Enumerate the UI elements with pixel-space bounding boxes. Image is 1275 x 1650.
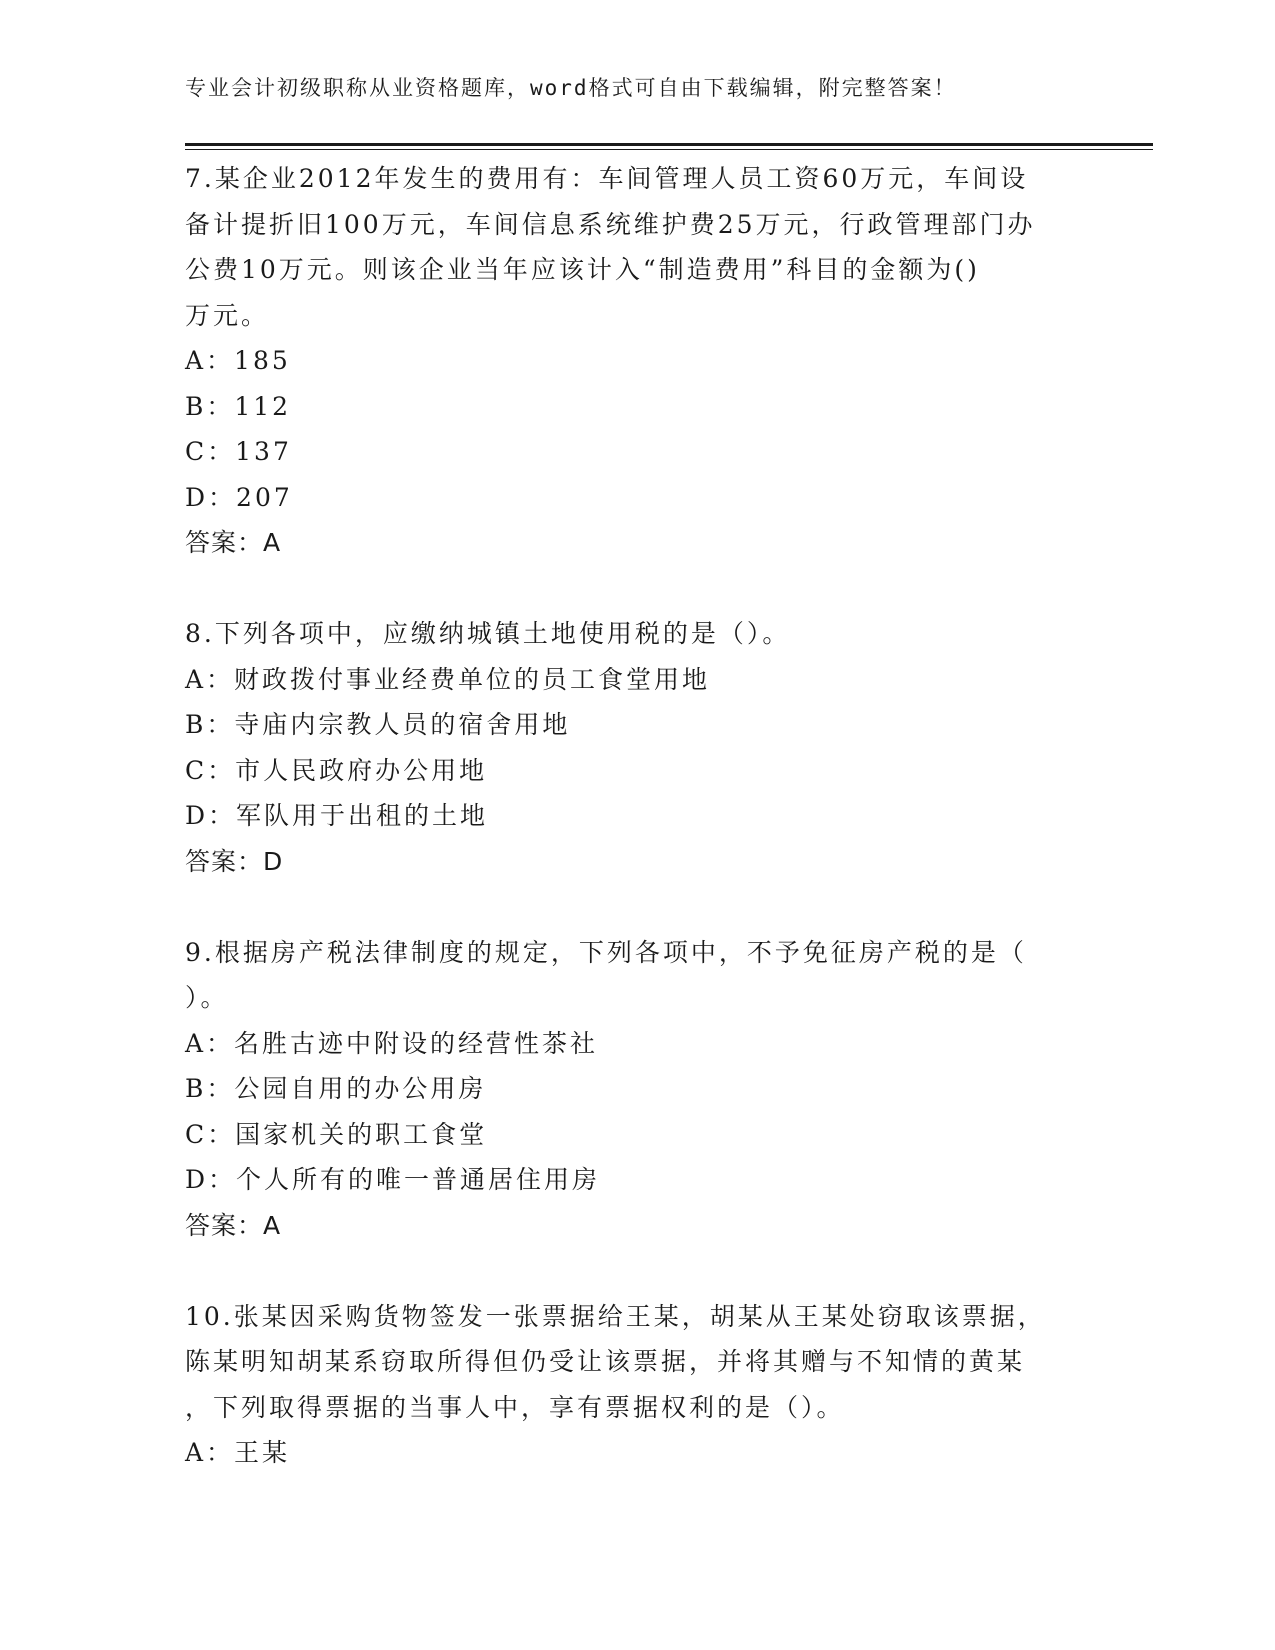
- question-stem-line: ）。: [185, 983, 229, 1012]
- question-stem-line: 备计提折旧100万元，车间信息系统维护费25万元，行政管理部门办: [185, 209, 1036, 239]
- option-d: D：207: [185, 482, 293, 512]
- option-a: A：王某: [185, 1438, 291, 1467]
- answer-line: 答案：A: [185, 1210, 282, 1240]
- header-divider-thin: [185, 149, 1153, 150]
- question-list: [185, 156, 1065, 1476]
- question-9: [185, 930, 1065, 1249]
- spacer: [185, 1248, 1065, 1294]
- header-divider-thick: [185, 143, 1153, 146]
- spacer: [185, 566, 1065, 612]
- option-b: B：112: [185, 391, 292, 421]
- option-d: D：个人所有的唯一普通居住用房: [185, 1165, 601, 1194]
- option-c: C：137: [185, 437, 292, 466]
- option-a: A：名胜古迹中附设的经营性茶社: [185, 1028, 599, 1058]
- question-stem-line: ，下列取得票据的当事人中，享有票据权利的是（）。: [185, 1392, 845, 1422]
- option-d: D：军队用于出租的土地: [185, 801, 489, 830]
- question-stem-line: 公费10万元。则该企业当年应该计入“制造费用”科目的金额为(): [185, 255, 980, 284]
- question-stem-line: 10.张某因采购货物签发一张票据给王某，胡某从王某处窃取该票据，: [185, 1301, 1046, 1331]
- answer-line: 答案：A: [185, 528, 282, 557]
- question-stem-line: 8.下列各项中，应缴纳城镇土地使用税的是（）。: [185, 619, 791, 648]
- question-stem-line: 7.某企业2012年发生的费用有：车间管理人员工资60万元，车间设: [185, 164, 1029, 193]
- question-stem-line: 万元。: [185, 300, 270, 330]
- answer-line: 答案：D: [185, 846, 284, 876]
- question-8: [185, 611, 1065, 884]
- option-a: A：财政拨付事业经费单位的员工食堂用地: [185, 664, 711, 694]
- question-stem-line: 9.根据房产税法律制度的规定，下列各项中，不予免征房产税的是（: [185, 937, 1027, 967]
- question-10: [185, 1294, 1065, 1476]
- question-7: [185, 156, 1065, 566]
- option-c: C：市人民政府办公用地: [185, 755, 488, 785]
- option-c: C：国家机关的职工食堂: [185, 1119, 488, 1149]
- spacer: [185, 884, 1065, 930]
- option-b: B：公园自用的办公用房: [185, 1074, 487, 1103]
- option-a: A：185: [185, 346, 291, 375]
- question-stem-line: 陈某明知胡某系窃取所得但仍受让该票据，并将其赠与不知情的黄某: [185, 1347, 1026, 1376]
- option-b: B：寺庙内宗教人员的宿舍用地: [185, 710, 571, 739]
- page-header: 专业会计初级职称从业资格题库，word格式可自由下载编辑，附完整答案！: [185, 76, 957, 100]
